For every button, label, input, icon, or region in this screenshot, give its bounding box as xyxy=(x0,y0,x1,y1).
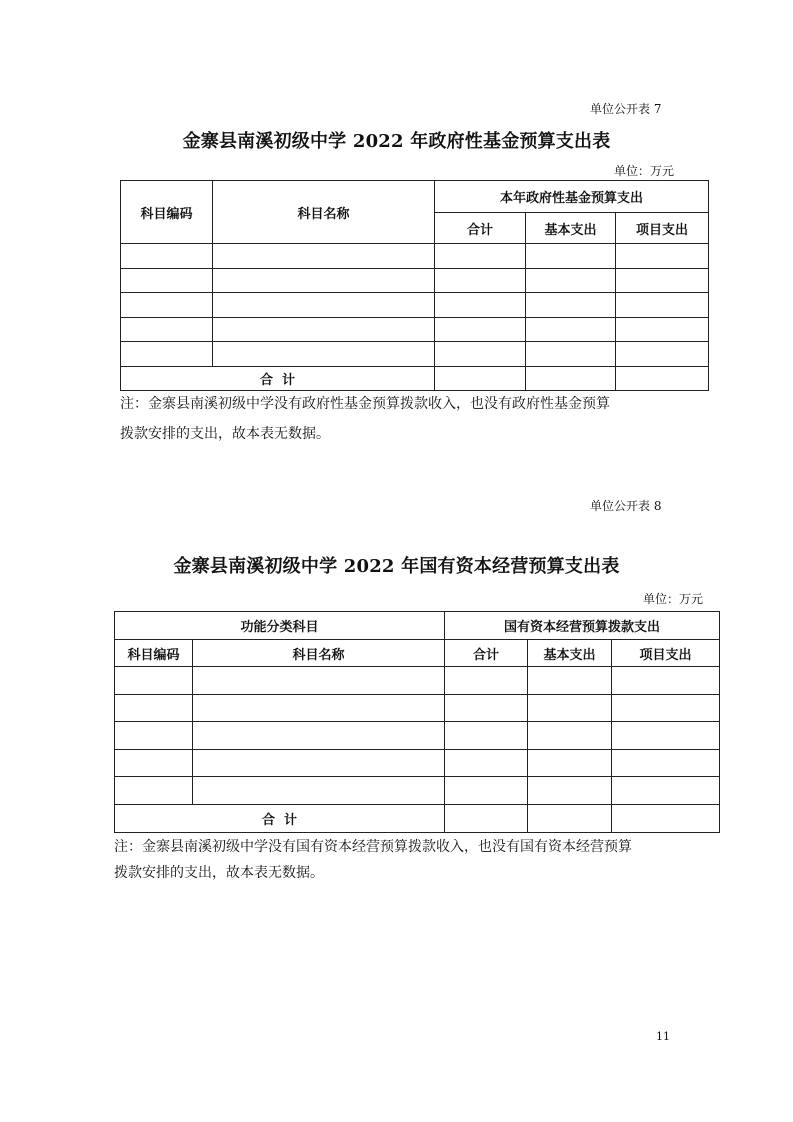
table-row xyxy=(115,722,720,750)
table-row xyxy=(115,777,720,805)
table-cell xyxy=(213,269,435,293)
table-cell xyxy=(445,777,528,805)
page-number: 11 xyxy=(656,1030,670,1043)
table-cell xyxy=(616,269,709,293)
table-cell xyxy=(193,695,445,722)
table-cell xyxy=(115,722,193,750)
table-cell xyxy=(612,667,720,695)
table-cell xyxy=(121,342,213,367)
col-basic-header: 基本支出 xyxy=(526,213,616,244)
table-cell xyxy=(528,695,612,722)
table-cell xyxy=(121,293,213,318)
table-row xyxy=(121,244,709,269)
table-cell xyxy=(121,244,213,269)
table-cell xyxy=(616,293,709,318)
table-cell xyxy=(528,777,612,805)
table-cell xyxy=(435,367,526,391)
table-row xyxy=(115,695,720,722)
table-cell xyxy=(526,367,616,391)
table7-title: 金寨县南溪初级中学 2022 年政府性基金预算支出表 xyxy=(182,131,611,152)
col-name-header: 科目名称 xyxy=(213,181,435,244)
table-cell xyxy=(528,805,612,833)
table-cell xyxy=(213,293,435,318)
col-name-header: 科目名称 xyxy=(193,640,445,667)
table7-note-line-1: 注：金寨县南溪初级中学没有政府性基金预算拨款收入，也没有政府性基金预算 xyxy=(120,396,610,412)
table-cell xyxy=(526,269,616,293)
col-project-header: 项目支出 xyxy=(612,640,720,667)
table-cell xyxy=(612,695,720,722)
total-label: 合 计 xyxy=(121,367,435,391)
table-cell xyxy=(445,805,528,833)
table-cell xyxy=(612,777,720,805)
table-cell xyxy=(115,695,193,722)
col-code-header: 科目编码 xyxy=(121,181,213,244)
col-basic-header: 基本支出 xyxy=(528,640,612,667)
form-number-7: 单位公开表 7 xyxy=(590,102,662,116)
group-header: 本年政府性基金预算支出 xyxy=(435,181,709,213)
table-cell xyxy=(213,318,435,342)
table-cell xyxy=(435,244,526,269)
table-cell xyxy=(616,318,709,342)
table-cell xyxy=(213,244,435,269)
col-project-header: 项目支出 xyxy=(616,213,709,244)
table7-note-line-2: 拨款安排的支出，故本表无数据。 xyxy=(120,426,330,442)
table-cell xyxy=(121,318,213,342)
table8-title: 金寨县南溪初级中学 2022 年国有资本经营预算支出表 xyxy=(173,556,620,577)
table-cell xyxy=(612,722,720,750)
table8 xyxy=(114,611,720,833)
table-cell xyxy=(616,342,709,367)
table-cell xyxy=(528,722,612,750)
table-cell xyxy=(121,269,213,293)
table-cell xyxy=(435,318,526,342)
table-cell xyxy=(213,342,435,367)
table-cell xyxy=(526,244,616,269)
form-number-8: 单位公开表 8 xyxy=(590,499,662,513)
table-cell xyxy=(115,777,193,805)
table7 xyxy=(120,180,709,391)
table-cell xyxy=(445,667,528,695)
table-cell xyxy=(612,750,720,777)
group-right-header: 国有资本经营预算拨款支出 xyxy=(445,612,720,640)
table-cell xyxy=(435,342,526,367)
table-row xyxy=(121,293,709,318)
total-row xyxy=(121,367,709,391)
table-cell xyxy=(435,293,526,318)
table-cell xyxy=(445,695,528,722)
table-cell xyxy=(193,667,445,695)
col-total-header: 合计 xyxy=(435,213,526,244)
table-cell xyxy=(616,244,709,269)
col-code-header: 科目编码 xyxy=(115,640,193,667)
table-cell xyxy=(435,269,526,293)
table-cell xyxy=(193,722,445,750)
table-cell xyxy=(115,667,193,695)
table7-unit: 单位：万元 xyxy=(614,164,675,178)
table-cell xyxy=(193,750,445,777)
table8-unit: 单位：万元 xyxy=(643,592,704,606)
table-cell xyxy=(612,805,720,833)
table-row xyxy=(115,667,720,695)
table-cell xyxy=(115,750,193,777)
table-row xyxy=(115,750,720,777)
table-cell xyxy=(528,750,612,777)
table-cell xyxy=(616,367,709,391)
table-row xyxy=(121,318,709,342)
table-cell xyxy=(193,777,445,805)
table-cell xyxy=(526,293,616,318)
total-row xyxy=(115,805,720,833)
table8-note-line-1: 注：金寨县南溪初级中学没有国有资本经营预算拨款收入，也没有国有资本经营预算 xyxy=(114,839,632,855)
table8-note-line-2: 拨款安排的支出，故本表无数据。 xyxy=(114,865,324,881)
table-row xyxy=(121,269,709,293)
table-cell xyxy=(445,722,528,750)
table-row xyxy=(121,342,709,367)
group-left-header: 功能分类科目 xyxy=(115,612,445,640)
table-cell xyxy=(526,342,616,367)
col-total-header: 合计 xyxy=(445,640,528,667)
table-cell xyxy=(526,318,616,342)
table-cell xyxy=(528,667,612,695)
total-label: 合 计 xyxy=(115,805,445,833)
table-cell xyxy=(445,750,528,777)
